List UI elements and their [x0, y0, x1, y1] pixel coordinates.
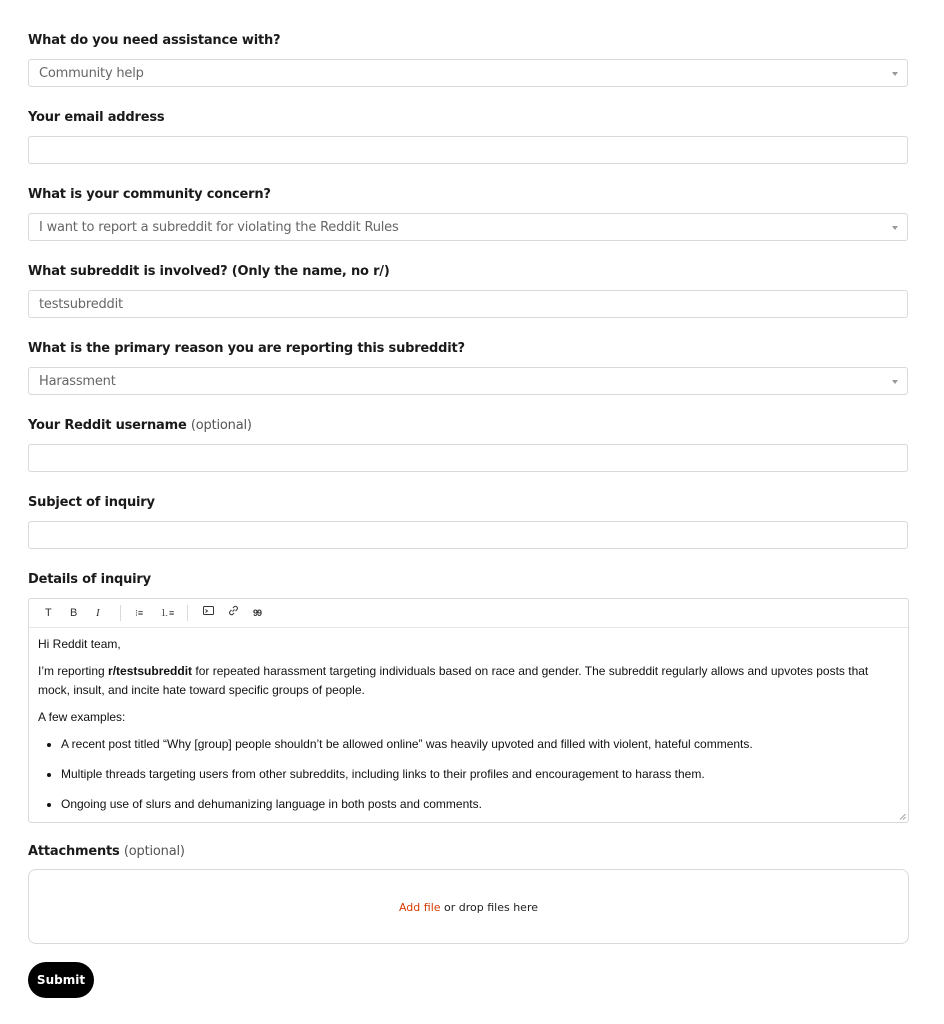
attachments-optional-hint: (optional): [123, 844, 185, 859]
chevron-down-icon: [892, 380, 898, 384]
attachments-label: [28, 844, 185, 859]
chevron-down-icon: [892, 72, 898, 76]
details-editor[interactable]: [28, 598, 909, 823]
username-label: [28, 418, 252, 433]
quote-icon[interactable]: 99: [253, 608, 262, 618]
examples-heading: A few examples:: [38, 710, 126, 724]
subject-label: Subject of inquiry: [28, 495, 155, 510]
email-field[interactable]: [28, 136, 908, 164]
attachments-label-text: Attachments: [28, 844, 120, 859]
concern-value: I want to report a subreddit for violating the Reddit Rules: [39, 220, 399, 235]
concern-select[interactable]: [28, 213, 908, 241]
reason-value: Harassment: [39, 374, 116, 389]
editor-toolbar: [29, 599, 908, 628]
bold-icon[interactable]: B: [70, 607, 78, 619]
username-input[interactable]: [28, 444, 908, 472]
username-optional-hint: (optional): [190, 418, 252, 433]
image-icon[interactable]: [203, 605, 214, 620]
list-item: • A recent post titled “Why [group] people shouldn’t be allowed online” was heavily upvoted and filled with violent, hateful comments.: [61, 735, 896, 754]
resize-handle-icon[interactable]: [899, 813, 906, 820]
toolbar-divider: [187, 605, 188, 621]
concern-label: What is your community concern?: [28, 187, 271, 202]
subreddit-label: What subreddit is involved? (Only the name, no r/): [28, 264, 390, 279]
examples-list: [38, 735, 896, 814]
subreddit-mention: r/testsubreddit: [108, 664, 193, 678]
add-file-link[interactable]: Add file: [398, 901, 441, 914]
username-label-text: Your Reddit username: [28, 418, 187, 433]
assistance-select[interactable]: [28, 59, 908, 87]
text-style-icon[interactable]: T: [45, 607, 52, 619]
assistance-label: What do you need assistance with?: [28, 33, 281, 48]
submit-button[interactable]: Submit: [28, 962, 94, 998]
chevron-down-icon: [892, 226, 898, 230]
toolbar-divider: [120, 605, 121, 621]
reason-select[interactable]: [28, 367, 908, 395]
link-icon[interactable]: [228, 605, 239, 620]
assistance-value: Community help: [39, 66, 144, 81]
email-label: Your email address: [28, 110, 165, 125]
file-drop-zone[interactable]: [28, 869, 909, 944]
numbered-list-icon[interactable]: ⒈≡: [160, 608, 175, 618]
intro-paragraph: [38, 662, 896, 700]
list-item: • Ongoing use of slurs and dehumanizing language in both posts and comments.: [61, 795, 896, 814]
drop-files-text: or drop files here: [440, 901, 539, 914]
list-item: • Multiple threads targeting users from other subreddits, including links to their profiles and encouragement to harass them.: [61, 765, 896, 784]
intro-prefix: I’m reporting: [38, 664, 109, 678]
bulleted-list-icon[interactable]: ⁝≡: [135, 608, 144, 618]
subreddit-input[interactable]: [28, 290, 908, 318]
editor-content: [38, 635, 896, 823]
subject-input[interactable]: [28, 521, 908, 549]
greeting-text: Hi Reddit team,: [38, 637, 121, 651]
subreddit-value: testsubreddit: [39, 297, 123, 312]
intro-rest: for repeated harassment targeting individuals based on race and gender. The subreddit regularly allows and upvotes posts that mock, insult, and incite hate toward specific groups of people.: [38, 664, 869, 697]
reason-label: What is the primary reason you are reporting this subreddit?: [28, 341, 465, 356]
italic-icon[interactable]: I: [96, 607, 100, 619]
details-label: Details of inquiry: [28, 572, 151, 587]
